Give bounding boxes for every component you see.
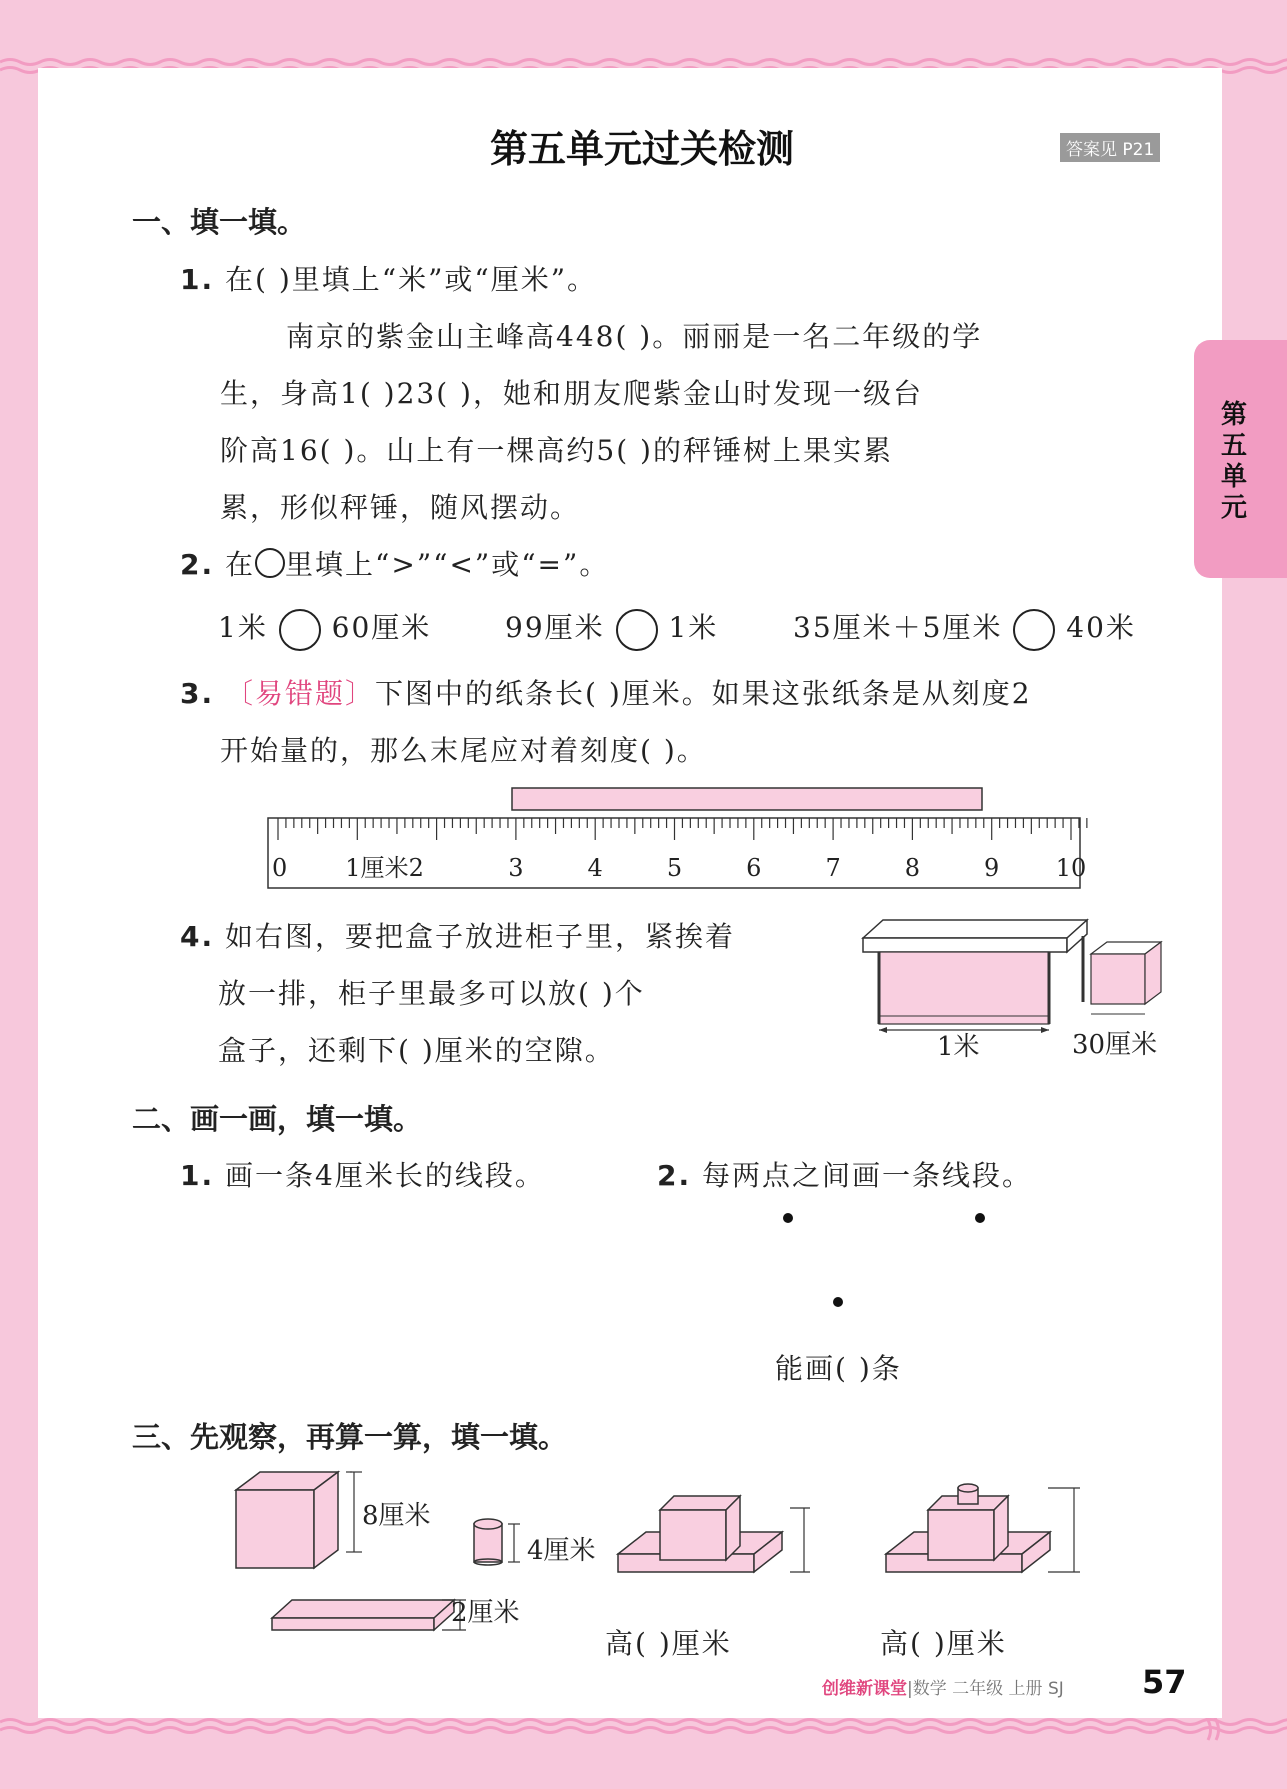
ruler-label: 7 <box>825 854 841 882</box>
footer-brand: 创维新课堂 <box>822 1679 907 1699</box>
comparison-left: 35厘米＋5厘米 <box>793 611 1003 644</box>
q2-comparison-3 <box>793 606 1136 651</box>
ruler-label: 6 <box>746 854 762 882</box>
ruler-label: 5 <box>666 854 683 882</box>
q2-prompt <box>180 543 609 583</box>
q2-prompt-pre: 在 <box>225 548 256 581</box>
answer-reference-badge: 答案见 P21 <box>1060 133 1160 162</box>
s2-q1-number: 1. <box>180 1159 215 1192</box>
q4-line-3: 盒子，还剩下( )厘米的空隙。 <box>218 1034 615 1067</box>
q4-line-2: 放一排，柜子里最多可以放( )个 <box>218 977 645 1010</box>
q1-number: 1. <box>180 263 215 296</box>
s2-q2 <box>657 1154 1032 1194</box>
s2-q2-text: 每两点之间画一条线段。 <box>702 1159 1033 1192</box>
error-prone-tag: 〔易错题〕 <box>225 677 376 710</box>
paper-strip <box>512 788 982 810</box>
q1-prompt <box>180 258 597 298</box>
section3-heading: 三、先观察，再算一算，填一填。 <box>132 1420 568 1454</box>
comparison-left: 1米 <box>218 611 268 644</box>
s2-q2-number: 2. <box>657 1159 692 1192</box>
ruler-label: 10 <box>1055 854 1087 882</box>
ruler-label: 9 <box>984 854 1000 882</box>
q1-line-1: 南京的紫金山主峰高448( )。丽丽是一名二年级的学 <box>286 320 983 353</box>
comparison-left: 99厘米 <box>505 611 605 644</box>
q3-line1-text: 下图中的纸条长( )厘米。如果这张纸条是从刻度2 <box>375 677 1032 710</box>
ruler-label: 3 <box>508 854 524 882</box>
solids-figure <box>230 1460 1130 1640</box>
q3-line-1 <box>180 672 1032 712</box>
s3-answer-1: 高( )厘米 <box>605 1627 732 1660</box>
point[interactable] <box>975 1213 985 1223</box>
ruler-label: 4 <box>587 854 603 882</box>
q2-prompt-post: 里填上“>”“<”或“=”。 <box>285 548 610 581</box>
s2-q2-answer: 能画( )条 <box>775 1352 902 1385</box>
unit-side-tab <box>1194 340 1287 578</box>
point[interactable] <box>833 1297 843 1307</box>
comparison-right: 60厘米 <box>331 611 432 644</box>
cylinder-height-label: 4厘米 <box>527 1536 596 1566</box>
s2-q1-text: 画一条4厘米长的线段。 <box>225 1159 545 1192</box>
cabinet-length-label: 1米 <box>937 1032 980 1062</box>
q1-prompt-text: 在( )里填上“米”或“厘米”。 <box>225 263 598 296</box>
ruler-label: 8 <box>904 854 921 882</box>
ruler-label: 1厘米2 <box>345 854 424 882</box>
answer-circle[interactable] <box>1013 609 1055 651</box>
q4-number: 4. <box>180 920 215 953</box>
q2-comparison-2 <box>505 606 718 651</box>
q1-line-2: 生，身高1( )23( )，她和朋友爬紫金山时发现一级台 <box>220 377 923 410</box>
q3-line-2: 开始量的，那么末尾应对着刻度( )。 <box>220 734 707 767</box>
q2-comparison-1 <box>218 606 431 651</box>
cube-side <box>314 1472 338 1568</box>
footer-info <box>822 1674 1064 1699</box>
box-length-label: 30厘米 <box>1072 1030 1158 1060</box>
footer-book-info: |数学 二年级 上册 SJ <box>907 1679 1064 1699</box>
s2-q1 <box>180 1154 545 1194</box>
section2-heading: 二、画一画，填一填。 <box>132 1102 423 1136</box>
ruler-label: 0 <box>272 854 288 882</box>
cube-height-label: 8厘米 <box>362 1501 431 1531</box>
ruler-figure <box>260 780 1090 895</box>
section1-heading: 一、填一填。 <box>132 205 307 239</box>
slab-height-label: 2厘米 <box>451 1598 520 1628</box>
q3-number: 3. <box>180 677 215 710</box>
q2-number: 2. <box>180 548 215 581</box>
page-title: 第五单元过关检测 <box>490 127 795 171</box>
answer-circle[interactable] <box>279 609 321 651</box>
comparison-right: 40米 <box>1066 611 1136 644</box>
cabinet-interior <box>879 952 1049 1024</box>
q4-line1-text: 如右图，要把盒子放进柜子里，紧挨着 <box>225 920 736 953</box>
page-number: 57 <box>1142 1663 1187 1701</box>
q1-line-3: 阶高16( )。山上有一棵高约5( )的秤锤树上果实累 <box>220 434 893 467</box>
point[interactable] <box>783 1213 793 1223</box>
q4-line-1 <box>180 915 735 955</box>
cube-front <box>236 1490 314 1568</box>
answer-circle[interactable] <box>616 609 658 651</box>
s3-answer-2: 高( )厘米 <box>880 1627 1007 1660</box>
q1-line-4: 累，形似秤锤，随风摆动。 <box>220 491 581 524</box>
three-points-figure <box>770 1205 990 1315</box>
box-shape <box>1091 954 1145 1004</box>
comparison-right: 1米 <box>668 611 719 644</box>
unit-side-tab-label: 第五单元 <box>1220 400 1247 523</box>
circle-icon <box>255 548 285 578</box>
